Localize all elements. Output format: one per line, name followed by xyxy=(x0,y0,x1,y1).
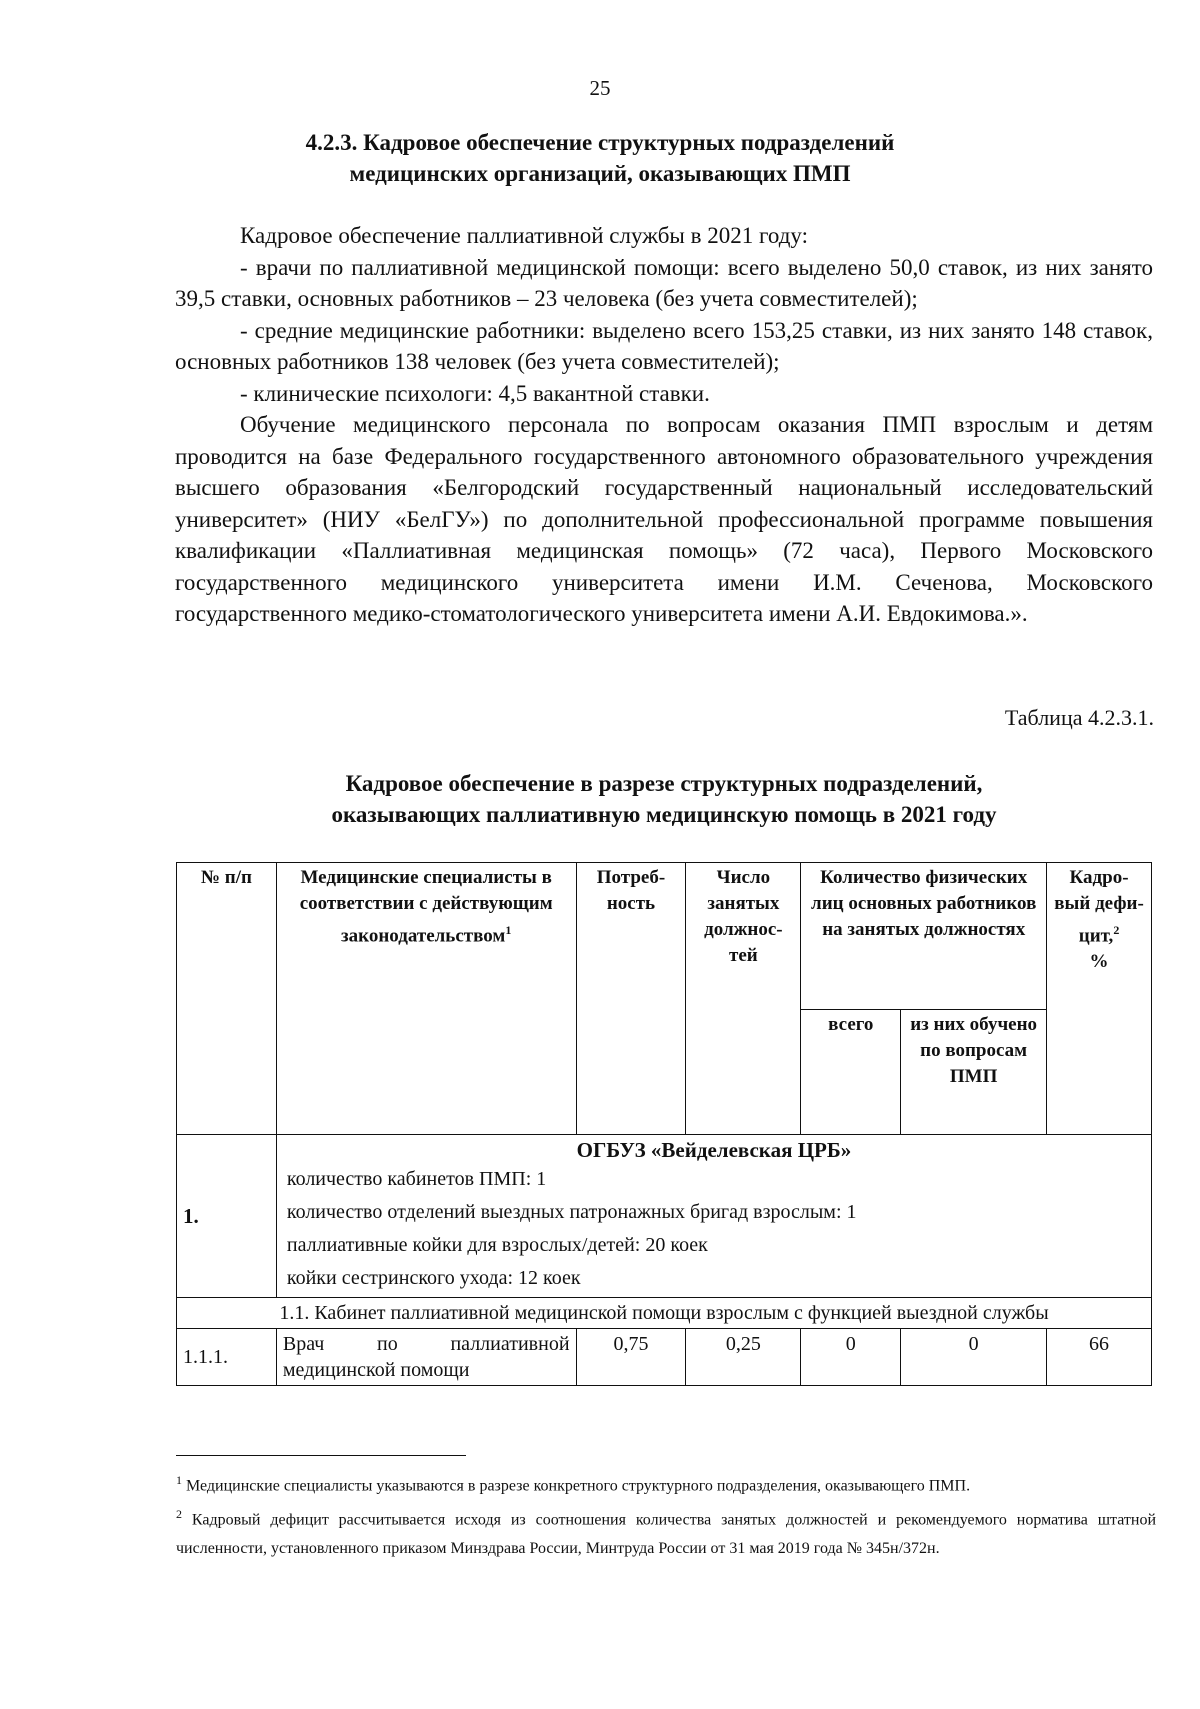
staffing-table xyxy=(176,862,1152,1386)
section-number: 1. xyxy=(177,1135,277,1298)
footnote-1: $^1$ Медицинские специалисты указываются в разрезе конкретного структурного подразделения, оказывающего ПМП. xyxy=(176,1473,971,1495)
header-deficit: Кадро-вый дефи-цит,$^2$ % xyxy=(1047,863,1152,1135)
intro-paragraph: Кадровое обеспечение паллиативной службы в 2021 году: xyxy=(240,223,808,248)
header-need: Потреб-ность xyxy=(576,863,686,1135)
table-title xyxy=(175,768,1153,830)
section-heading-line1: 4.2.3. Кадровое обеспечение структурных подразделений xyxy=(305,130,895,155)
psychologists-paragraph: - клинические психологи: 4,5 вакантной ставки. xyxy=(240,380,710,406)
footnote-ref-2: 2 xyxy=(1113,923,1120,937)
row-num: 1.1.1. xyxy=(177,1329,277,1386)
row-specialist: Врач по паллиативной медицинской помощи xyxy=(276,1329,576,1386)
info-line: количество кабинетов ПМП: 1 xyxy=(286,1168,547,1190)
page-number: 25 xyxy=(589,76,611,100)
subsection-title: 1.1. Кабинет паллиативной медицинской помощи взрослым с функцией выездной службы xyxy=(177,1298,1152,1329)
subsection-row xyxy=(177,1298,1152,1329)
header-trained: из них обучено по вопросам ПМП xyxy=(901,1010,1047,1135)
row-deficit: 66 xyxy=(1047,1329,1152,1386)
table-header-row xyxy=(177,863,1152,1010)
header-occupied: Число занятых должнос-тей xyxy=(686,863,801,1135)
section-row xyxy=(177,1135,1152,1298)
footnote-2: $^2$ Кадровый дефицит рассчитывается исходя из соотношения количества занятых должностей и рекомендуемого норматива штатной численности, установленного приказом Минздрава России, Минтруда России от 31 мая 2019 года № 345н/372н. xyxy=(176,1507,1156,1557)
footnotes xyxy=(176,1466,1156,1563)
training-paragraph: Обучение медицинского персонала по вопросам оказания ПМП взрослым и детям проводится на базе Федерального государственного автономного образовательного учреждения высшего образования «Белгородский государственный национальный исследовательский университет» (НИУ «БелГУ») по дополнительной профессиональной программе повышения квалификации «Паллиативная медицинская помощь» (72 часа), Первого Московского государственного медицинского университета имени И.М. Сеченова, Московского государственного медико-стоматологического университета имени А.И. Евдокимова.». xyxy=(175,412,1153,626)
header-persons: Количество физических лиц основных работников на занятых должностях xyxy=(801,863,1047,1010)
footnote-divider xyxy=(176,1455,466,1456)
header-specialists: Медицинские специалисты в соответствии с действующим законодательством$^1$ xyxy=(276,863,576,1135)
nurses-paragraph: - средние медицинские работники: выделено всего 153,25 ставки, из них занято 148 ставок, основных работников 138 человек (без учета совместителей); xyxy=(175,317,1153,374)
row-total: 0 xyxy=(801,1329,901,1386)
row-occupied: 0,25 xyxy=(686,1329,801,1386)
info-line: паллиативные койки для взрослых/детей: 20 коек xyxy=(286,1234,708,1256)
header-num: № п/п xyxy=(177,863,277,1135)
section-cell xyxy=(276,1135,1151,1298)
section-title: ОГБУЗ «Вейделевская ЦРБ» xyxy=(576,1138,852,1162)
section-heading xyxy=(250,127,950,189)
table-title-line1: Кадровое обеспечение в разрезе структурных подразделений, xyxy=(345,771,983,796)
row-trained: 0 xyxy=(901,1329,1047,1386)
table-title-line2: оказывающих паллиативную медицинскую помощь в 2021 году xyxy=(331,802,997,827)
body-text xyxy=(175,220,1153,630)
footnote-ref-1: 1 xyxy=(505,923,512,937)
header-total: всего xyxy=(801,1010,901,1135)
table-caption: Таблица 4.2.3.1. xyxy=(1004,705,1154,730)
section-heading-line2: медицинских организаций, оказывающих ПМП xyxy=(349,161,851,186)
info-line: количество отделений выездных патронажных бригад взрослым: 1 xyxy=(286,1201,857,1223)
row-need: 0,75 xyxy=(576,1329,686,1386)
info-line: койки сестринского ухода: 12 коек xyxy=(286,1267,581,1289)
table-row xyxy=(177,1329,1152,1386)
doctors-paragraph: - врачи по паллиативной медицинской помощи: всего выделено 50,0 ставок, из них занято 39,5 ставки, основных работников – 23 человека (без учета совместителей); xyxy=(175,254,1153,311)
